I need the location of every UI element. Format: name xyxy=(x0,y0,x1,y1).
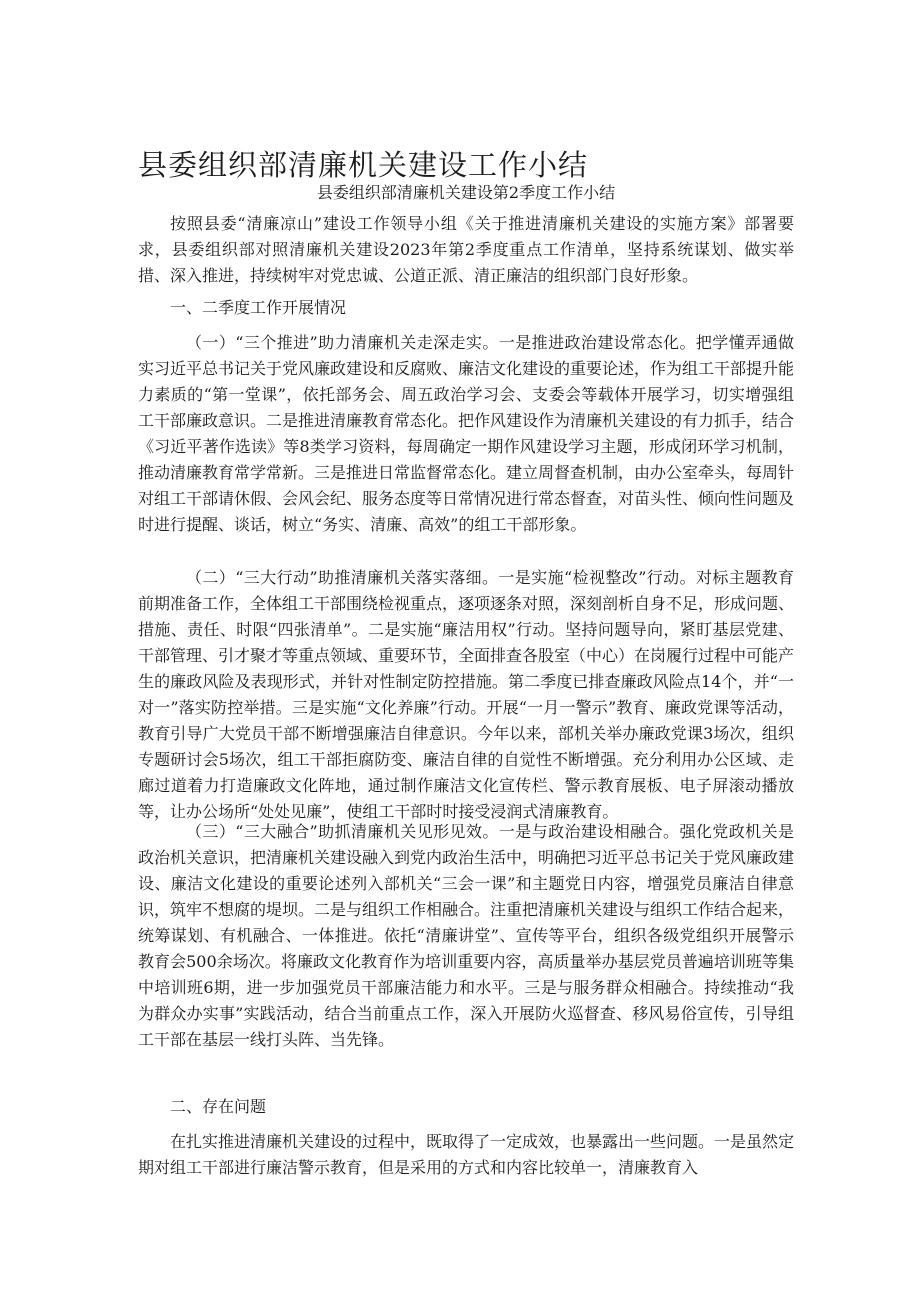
document-title: 县委组织部清廉机关建设工作小结 xyxy=(138,148,589,183)
section1-paragraph3-block xyxy=(138,819,794,1053)
section1-paragraph-1: （一）“三个推进”助力清廉机关走深走实。一是推进政治建设常态化。把学懂弄通做实习近平总书记关于党风廉政建设和反腐败、廉洁文化建设的重要论述，作为组工干部提升能力素质的“第一堂课”，依托部务会、周五政治学习会、支委会等载体开展学习，切实增强组工干部廉政意识。二是推进清廉教育常态化。把作风建设作为清廉机关建设的有力抓手，结合《习近平著作选读》等8类学习资料，每周确定一期作风建设学习主题，形成闭环学习机制，推动清廉教育常学常新。三是推进日常监督常态化。建立周督查机制，由办公室牵头，每周针对组工干部请休假、会风会纪、服务态度等日常情况进行常态督查，对苗头性、倾向性问题及时进行提醒、谈话，树立“务实、清廉、高效”的组工干部形象。 xyxy=(138,333,795,534)
intro-paragraph: 按照县委“清廉凉山”建设工作领导小组《关于推进清廉机关建设的实施方案》部署要求，县委组织部对照清廉机关建设2023年第2季度重点工作清单，坚持系统谋划、做实举措、深入推进，持续树牢对党忠诚、公道正派、清正廉洁的组织部门良好形象。 xyxy=(138,214,794,285)
section2-heading: 二、存在问题 xyxy=(170,1097,267,1116)
section1-paragraph1-block xyxy=(138,330,794,538)
section1-paragraph2-block xyxy=(138,565,794,825)
section2-heading-block xyxy=(138,1094,794,1120)
section2-paragraph-1: 在扎实推进清廉机关建设的过程中，既取得了一定成效，也暴露出一些问题。一是虽然定期对组工干部进行廉洁警示教育，但是采用的方式和内容比较单一，清廉教育入 xyxy=(138,1132,795,1177)
section1-paragraph-3: （三）“三大融合”助抓清廉机关见形见效。一是与政治建设相融合。强化党政机关是政治机关意识，把清廉机关建设融入到党内政治生活中，明确把习近平总书记关于党风廉政建设、廉洁文化建设的重要论述列入部机关“三会一课”和主题党日内容，增强党员廉洁自律意识，筑牢不想腐的堤坝。二是与组织工作相融合。注重把清廉机关建设与组织工作结合起来，统筹谋划、有机融合、一体推进。依托“清廉讲堂”、宣传等平台，组织各级党组织开展警示教育会500余场次。将廉政文化教育作为培训重要内容，高质量举办基层党员普遍培训班等集中培训班6期，进一步加强党员干部廉洁能力和水平。三是与服务群众相融合。持续推动“我为群众办实事”实践活动，结合当前重点工作，深入开展防火巡督查、移风易俗宣传，引导组工干部在基层一线打头阵、当先锋。 xyxy=(138,822,795,1049)
document-subtitle: 县委组织部清廉机关建设第2季度工作小结 xyxy=(316,183,616,202)
section1-heading-block xyxy=(138,295,794,321)
section2-paragraph1-block xyxy=(138,1129,794,1181)
intro-section xyxy=(138,211,794,289)
section1-paragraph-2: （二）“三大行动”助推清廉机关落实落细。一是实施“检视整改”行动。对标主题教育前期准备工作，全体组工干部围绕检视重点，逐项逐条对照，深刻剖析自身不足，形成问题、措施、责任、时限“四张清单”。二是实施“廉洁用权”行动。坚持问题导向，紧盯基层党建、干部管理、引才聚才等重点领域、重要环节，全面排查各股室（中心）在岗履行过程中可能产生的廉政风险及表现形式，并针对性制定防控措施。第二季度已排查廉政风险点14个，并“一对一”落实防控举措。三是实施“文化养廉”行动。开展“一月一警示”教育、廉政党课等活动，教育引导广大党员干部不断增强廉洁自律意识。今年以来，部机关举办廉政党课3场次，组织专题研讨会5场次，组工干部拒腐防变、廉洁自律的自觉性不断增强。充分利用办公区域、走廊过道着力打造廉政文化阵地，通过制作廉洁文化宣传栏、警示教育展板、电子屏滚动播放等，让办公场所“处处见廉”，使组工干部时时接受浸润式清廉教育。 xyxy=(138,568,795,821)
section1-heading: 一、二季度工作开展情况 xyxy=(170,298,347,317)
